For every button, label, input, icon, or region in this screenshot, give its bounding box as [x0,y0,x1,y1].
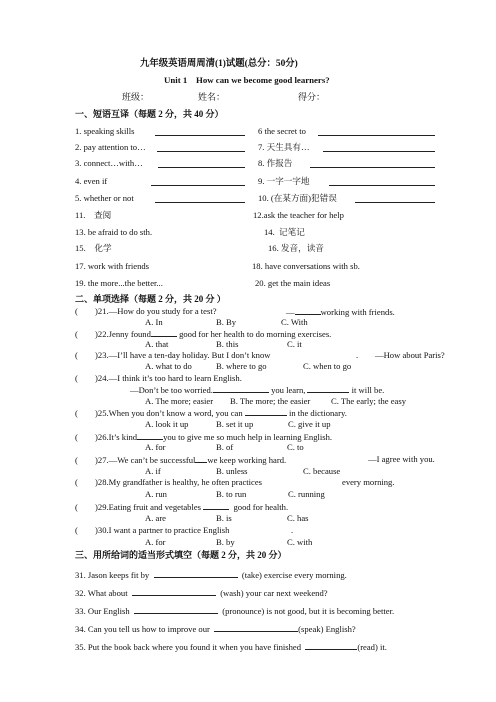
phrase-item: 2. pay attention to… [75,142,146,152]
q24-option-a[interactable]: A. The more; easier [145,396,214,406]
q21-reply: — working with friends. [286,307,395,317]
class-label: 班级： [122,92,150,102]
answer-blank[interactable] [318,127,435,136]
question-23: ( )23.—I’ll have a ten-day holiday. But I don’t know [75,350,271,360]
phrase-item: 9. 一字一字地 [258,176,310,186]
name-label: 姓名： [198,92,226,102]
q29-option-b[interactable]: B. is [216,513,232,523]
phrase-item: 8. 作报告 [258,158,293,168]
q22-option-b[interactable]: B. this [216,339,239,349]
q25-option-a[interactable]: A. look it up [145,419,189,429]
phrase-item: 5. whether or not [75,193,134,203]
question-28: ( )28.My grandfather is healthy, he often practices [75,477,263,487]
question-29: ( )29.Eating fruit and vegetables good for health. [75,502,289,512]
q23-option-c[interactable]: C. when to go [303,361,352,371]
q30-option-b[interactable]: B. by [216,537,235,547]
section3-heading: 三、用所给词的适当形式填空（每题 2 分，共 20 分） [75,550,287,560]
q23-option-a[interactable]: A. what to do [145,361,192,371]
q27-option-c[interactable]: C. because [303,466,341,476]
q24-option-c[interactable]: C. The early; the easy [331,396,407,406]
q22-option-a[interactable]: A. that [145,339,169,349]
answer-blank[interactable] [329,177,435,186]
q30-option-c[interactable]: C. with [287,537,313,547]
phrase-item: 12.ask the teacher for help [253,210,344,220]
phrase-item: 13. be afraid to do sth. [75,227,153,237]
answer-blank[interactable] [323,143,435,152]
q30-option-a[interactable]: A. for [145,537,166,547]
q23-dot: . [356,350,359,360]
answer-blank[interactable] [157,143,245,152]
phrase-item: 6 the secret to [258,126,306,136]
fill-item-31: 31. Jason keeps fit by (take) exercise every morning. [75,570,347,580]
q26-option-a[interactable]: A. for [145,442,166,452]
q23-option-b[interactable]: B. where to go [216,361,267,371]
q22-option-c[interactable]: C. it [287,339,302,349]
phrase-item: 10. (在某方面)犯错误 [258,193,337,203]
phrase-item: 1. speaking skills [75,126,135,136]
unit-title: Unit 1 How can we become good learners? [164,75,330,85]
q27-option-a[interactable]: A. if [145,466,161,476]
fill-item-33: 33. Our English (pronounce) is not good, but it is becoming better. [75,606,395,616]
phrase-item: 17. work with friends [75,261,150,271]
answer-blank[interactable] [158,159,245,168]
q28-option-b[interactable]: B. to run [216,489,247,499]
q26-option-b[interactable]: B. of [216,442,234,452]
q28-option-a[interactable]: A. run [145,489,167,499]
question-25: ( )25.When you don’t know a word, you can in the dictionary. [75,408,347,418]
fill-item-34: 34. Can you tell us how to improve our (speak) English? [75,624,356,634]
page-title: 九年级英语周周清(1)试题(总分：50分) [140,59,298,69]
q21-option-c[interactable]: C. With [281,317,308,327]
q27-reply: —I agree with you. [368,454,435,464]
score-label: 得分： [298,92,326,102]
q21-option-a[interactable]: A. In [145,317,163,327]
question-26: ( )26.It’s kind you to give me so much help in learning English. [75,432,333,442]
q30-dot: . [291,525,294,535]
phrase-item: 18. have conversations with sb. [252,261,360,271]
phrase-item: 15. 化学 [75,243,112,253]
answer-blank[interactable] [151,177,245,186]
question-30: ( )30.I want a partner to practice English [75,525,230,535]
answer-blank[interactable] [155,194,245,203]
section1-heading: 一、短语互译（每题 2 分，共 40 分） [75,109,224,119]
answer-blank[interactable] [155,127,245,136]
phrase-item: 11. 查阅 [75,210,112,220]
phrase-item: 20. get the main ideas [255,278,331,288]
fill-item-32: 32. What about (wash) your car next weekend? [75,588,328,598]
q24-option-b[interactable]: B. The more; the easier [230,396,311,406]
q26-option-c[interactable]: C. to [287,442,304,452]
q21-option-b[interactable]: B. By [216,317,237,327]
q29-option-a[interactable]: A. are [145,513,166,523]
q27-option-b[interactable]: B. unless [216,466,248,476]
phrase-item: 3. connect…with… [75,158,143,168]
fill-item-35: 35. Put the book back where you found it when you have finished (read) it. [75,642,387,652]
answer-blank[interactable] [355,194,435,203]
answer-blank[interactable] [310,159,435,168]
q29-option-c[interactable]: C. has [287,513,309,523]
q24-line2: —Don’t be too worried. you learn, it will be. [130,385,385,395]
phrase-item: 7. 天生具有… [258,142,310,152]
phrase-item: 14. 记笔记 [264,227,305,237]
phrase-item: 16. 发音，读音 [268,243,324,253]
question-27: ( )27.—We can’t be successful we keep working hard. [75,455,287,465]
q25-option-c[interactable]: C. give it up [288,419,331,429]
question-22: ( )22.Jenny found good for her health to do morning exercises. [75,329,332,339]
question-24: ( )24.—I think it’s too hard to learn English. [75,373,242,383]
q28-tail: every morning. [342,477,395,487]
phrase-item: 4. even if [75,176,108,186]
phrase-item: 19. the more...the better... [75,278,163,288]
q25-option-b[interactable]: B. set it up [216,419,254,429]
question-21: ( )21.—How do you study for a test? [75,306,217,316]
section2-heading: 二、单项选择（每题 2 分，共 20 分 ） [75,294,226,304]
q23-reply: —How about Paris? [375,350,445,360]
q28-option-c[interactable]: C. running [288,489,325,499]
